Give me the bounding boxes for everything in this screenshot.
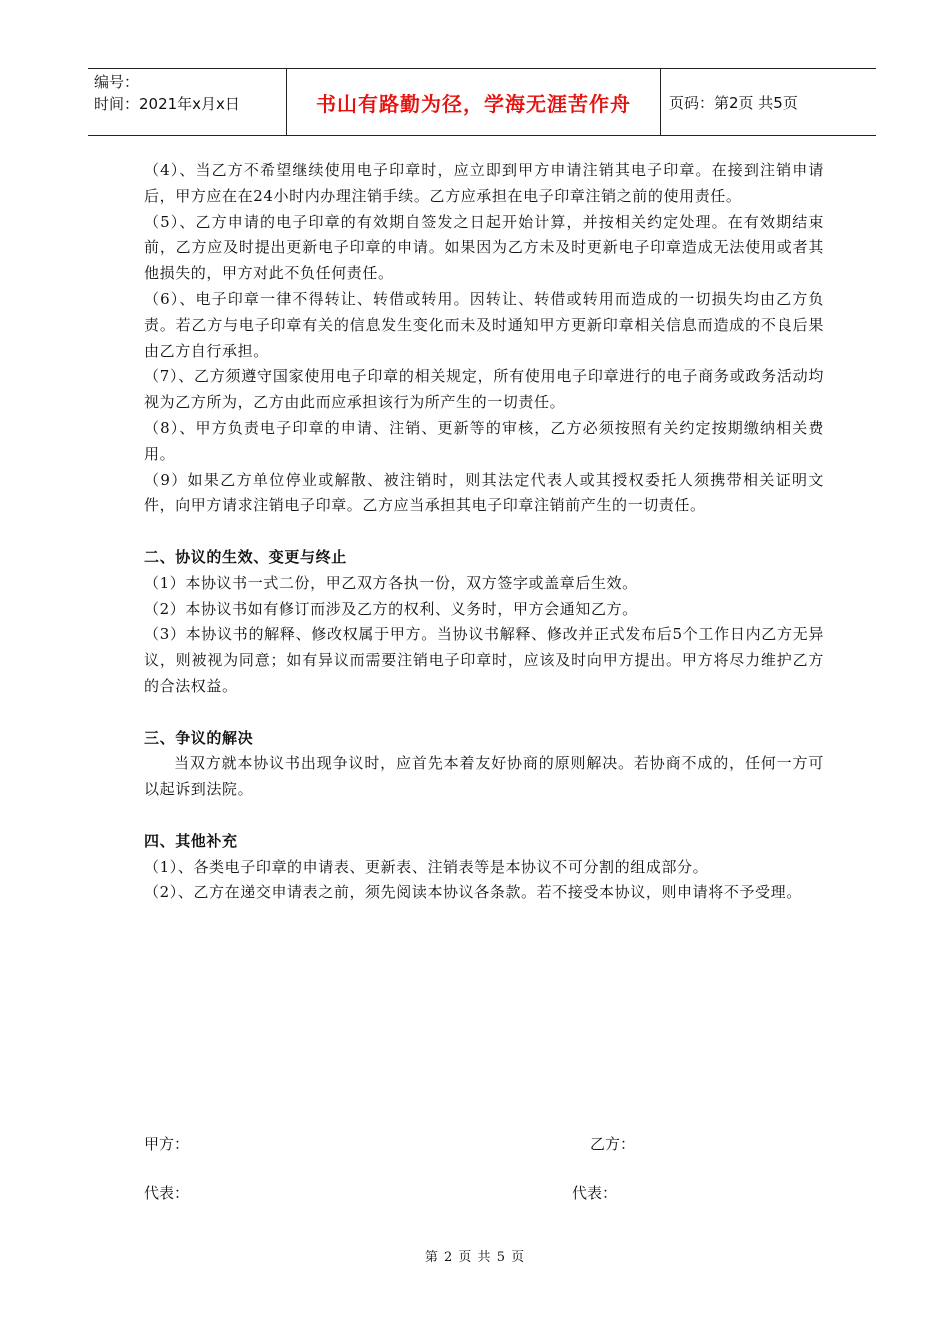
header-motto: 书山有路勤为径，学海无涯苦作舟 <box>287 69 661 135</box>
clause-8: （8）、甲方负责电子印章的申请、注销、更新等的审核，乙方必须按照有关约定按期缴纳相关费用。 <box>144 418 824 463</box>
section-4-item: （1）、各类电子印章的申请表、更新表、注销表等是本协议不可分割的组成部分。 <box>144 857 709 876</box>
document-date: 时间：2021年x月x日 <box>94 95 240 113</box>
party-a-representative: 代表： <box>144 1184 190 1202</box>
party-b-label: 乙方： <box>590 1135 636 1153</box>
section-2-title: 二、协议的生效、变更与终止 <box>144 547 347 566</box>
section-4-title: 四、其他补充 <box>144 831 238 850</box>
clause-7: （7）、乙方须遵守国家使用电子印章的相关规定，所有使用电子印章进行的电子商务或政务活动均视为乙方所为，乙方由此而应承担该行为所产生的一切责任。 <box>144 367 824 412</box>
document-body <box>144 158 824 906</box>
header-page-number: 页码：第2页 共5页 <box>669 93 798 112</box>
section-2-item: （3）本协议书的解释、修改权属于甲方。当协议书解释、修改并正式发布后5个工作日内乙方无异议，则被视为同意；如有异议而需要注销电子印章时，应该及时向甲方提出。甲方将尽力维护乙方的合法权益。 <box>144 625 824 695</box>
clause-6: （6）、电子印章一律不得转让、转借或转用。因转让、转借或转用而造成的一切损失均由乙方负责。若乙方与电子印章有关的信息发生变化而未及时通知甲方更新印章相关信息而造成的不良后果由乙方自行承担。 <box>144 289 824 360</box>
section-3-text: 当双方就本协议书出现争议时，应首先本着友好协商的原则解决。若协商不成的，任何一方可以起诉到法院。 <box>144 754 824 799</box>
page-header <box>88 68 876 136</box>
page-footer: 第 2 页 共 5 页 <box>424 1250 526 1265</box>
clause-5: （5）、乙方申请的电子印章的有效期自签发之日起开始计算，并按相关约定处理。在有效期结束前，乙方应及时提出更新电子印章的申请。如果因为乙方未及时更新电子印章造成无法使用或者其他损失的，甲方对此不负任何责任。 <box>144 212 824 283</box>
section-3-title: 三、争议的解决 <box>144 728 254 747</box>
party-b-representative: 代表： <box>572 1184 618 1202</box>
clause-4: （4）、当乙方不希望继续使用电子印章时，应立即到甲方申请注销其电子印章。在接到注销申请后，甲方应在在24小时内办理注销手续。乙方应承担在电子印章注销之前的使用责任。 <box>144 161 824 205</box>
section-4-item: （2）、乙方在递交申请表之前，须先阅读本协议各条款。若不接受本协议，则申请将不予受理。 <box>144 883 802 902</box>
document-number: 编号： <box>94 73 140 91</box>
section-2-item: （1）本协议书一式二份，甲乙双方各执一份，双方签字或盖章后生效。 <box>144 573 638 592</box>
section-2-item: （2）本协议书如有修订而涉及乙方的权利、义务时，甲方会通知乙方。 <box>144 599 638 618</box>
header-meta <box>88 69 287 135</box>
party-a-label: 甲方： <box>144 1135 190 1153</box>
clause-9: （9）如果乙方单位停业或解散、被注销时，则其法定代表人或其授权委托人须携带相关证明文件，向甲方请求注销电子印章。乙方应当承担其电子印章注销前产生的一切责任。 <box>144 470 824 515</box>
